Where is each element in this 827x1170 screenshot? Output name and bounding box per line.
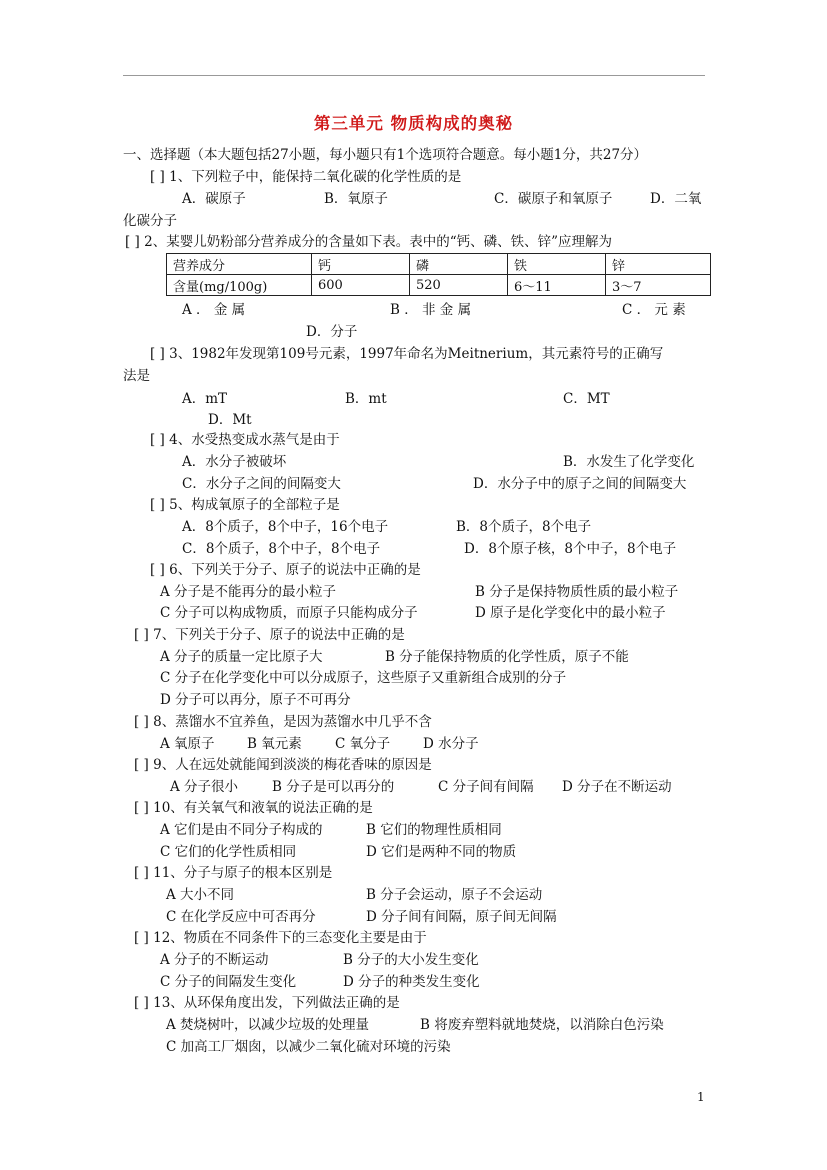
q3-option-b: B．mt xyxy=(345,391,387,407)
q7-option-a: A 分子的质量一定比原子大 xyxy=(160,649,323,665)
q10-option-c: C 它们的化学性质相同 xyxy=(160,844,297,860)
question-13-stem: [ ] 13、从环保角度出发，下列做法正确的是 xyxy=(134,995,400,1011)
q1-option-d: D．二氧 xyxy=(650,191,702,207)
q1-option-c: C．碳原子和氧原子 xyxy=(494,191,613,207)
question-12-stem: [ ] 12、物质在不同条件下的三态变化主要是由于 xyxy=(134,930,427,946)
nutrition-table xyxy=(166,253,711,296)
q6-option-a: A 分子是不能再分的最小粒子 xyxy=(160,584,337,600)
q1-option-a: A．碳原子 xyxy=(182,191,246,207)
table-cell: 磷 xyxy=(410,254,508,275)
q7-option-b: B 分子能保持物质的化学性质，原子不能 xyxy=(385,649,629,665)
q10-option-d: D 它们是两种不同的物质 xyxy=(366,844,517,860)
table-row xyxy=(167,254,711,275)
q3-option-c: C．MT xyxy=(563,391,610,407)
q13-option-b: B 将废弃塑料就地焚烧，以消除白色污染 xyxy=(420,1017,664,1033)
q10-option-a: A 它们是由不同分子构成的 xyxy=(160,822,323,838)
page-number: 1 xyxy=(697,1090,705,1104)
q8-option-c: C 氧分子 xyxy=(335,736,391,752)
q11-option-d: D 分子间有间隔，原子间无间隔 xyxy=(366,909,557,925)
q12-option-a: A 分子的不断运动 xyxy=(160,952,269,968)
question-10-stem: [ ] 10、有关氧气和液氧的说法正确的是 xyxy=(134,800,373,816)
question-5-stem: [ ] 5、构成氧原子的全部粒子是 xyxy=(150,497,340,513)
question-4-stem: [ ] 4、水受热变成水蒸气是由于 xyxy=(150,432,340,448)
question-8-stem: [ ] 8、蒸馏水不宜养鱼，是因为蒸馏水中几乎不含 xyxy=(134,714,432,730)
q13-option-a: A 焚烧树叶，以减少垃圾的处理量 xyxy=(166,1017,370,1033)
q7-option-d: D 分子可以再分，原子不可再分 xyxy=(160,692,351,708)
q9-option-c: C 分子间有间隔 xyxy=(438,779,534,795)
q6-option-b: B 分子是保持物质性质的最小粒子 xyxy=(475,584,679,600)
q5-option-d: D．8个原子核，8个中子，8个电子 xyxy=(464,541,677,557)
q9-option-b: B 分子是可以再分的 xyxy=(272,779,395,795)
table-cell: 6～11 xyxy=(508,275,606,296)
q13-option-c: C 加高工厂烟囱，以减少二氧化硫对环境的污染 xyxy=(166,1039,451,1055)
question-7-stem: [ ] 7、下列关于分子、原子的说法中正确的是 xyxy=(134,627,405,643)
q3-option-d: D．Mt xyxy=(208,412,252,428)
question-9-stem: [ ] 9、人在远处就能闻到淡淡的梅花香味的原因是 xyxy=(134,757,432,773)
q11-option-c: C 在化学反应中可否再分 xyxy=(166,909,316,925)
q6-option-c: C 分子可以构成物质，而原子只能构成分子 xyxy=(160,605,418,621)
q12-option-d: D 分子的种类发生变化 xyxy=(343,974,480,990)
header-rule xyxy=(123,75,705,76)
table-cell: 520 xyxy=(410,275,508,296)
table-row xyxy=(167,275,711,296)
question-6-stem: [ ] 6、下列关于分子、原子的说法中正确的是 xyxy=(150,562,421,578)
q5-option-b: B．8个质子，8个电子 xyxy=(456,519,592,535)
table-cell: 钙 xyxy=(312,254,410,275)
question-1-stem: [ ] 1、下列粒子中，能保持二氧化碳的化学性质的是 xyxy=(150,169,462,185)
q11-option-b: B 分子会运动，原子不会运动 xyxy=(366,887,543,903)
q9-option-a: A 分子很小 xyxy=(170,779,239,795)
q1-option-b: B．氧原子 xyxy=(324,191,388,207)
q5-option-a: A．8个质子，8个中子，16个电子 xyxy=(182,519,389,535)
table-cell: 含量(mg/100g) xyxy=(167,275,312,296)
q2-option-d: D．分子 xyxy=(306,324,358,340)
q11-option-a: A 大小不同 xyxy=(166,887,235,903)
q4-option-b: B．水发生了化学变化 xyxy=(563,454,695,470)
question-1-continuation: 化碳分子 xyxy=(123,213,177,229)
section-header: 一、选择题（本大题包括27小题，每小题只有1个选项符合题意。每小题1分，共27分） xyxy=(123,147,648,163)
q2-option-b: B ． 非 金 属 xyxy=(390,302,472,318)
table-cell: 营养成分 xyxy=(167,254,312,275)
q4-option-a: A．水分子被破坏 xyxy=(182,454,287,470)
q2-option-c: C ． 元 素 xyxy=(622,302,686,318)
q12-option-b: B 分子的大小发生变化 xyxy=(343,952,479,968)
page-title: 第三单元 物质构成的奥秘 xyxy=(313,114,514,133)
q6-option-d: D 原子是化学变化中的最小粒子 xyxy=(475,605,666,621)
q12-option-c: C 分子的间隔发生变化 xyxy=(160,974,297,990)
q8-option-d: D 水分子 xyxy=(423,736,479,752)
q8-option-b: B 氧元素 xyxy=(247,736,302,752)
question-3-stem: [ ] 3、1982年发现第109号元素，1997年命名为Meitnerium，其元素符号的正确写 xyxy=(150,346,664,362)
q8-option-a: A 氧原子 xyxy=(160,736,215,752)
q10-option-b: B 它们的物理性质相同 xyxy=(366,822,502,838)
question-2-stem: [ ] 2、某婴儿奶粉部分营养成分的含量如下表。表中的“钙、磷、铁、锌”应理解为 xyxy=(125,234,613,250)
q2-option-a: A ． 金 属 xyxy=(182,302,246,318)
q4-option-d: D．水分子中的原子之间的间隔变大 xyxy=(473,476,687,492)
table-cell: 锌 xyxy=(606,254,711,275)
table-cell: 600 xyxy=(312,275,410,296)
question-3-continuation: 法是 xyxy=(123,368,150,384)
q7-option-c: C 分子在化学变化中可以分成原子，这些原子又重新组合成别的分子 xyxy=(160,670,567,686)
q4-option-c: C．水分子之间的间隔变大 xyxy=(182,476,341,492)
q9-option-d: D 分子在不断运动 xyxy=(562,779,672,795)
table-cell: 3～7 xyxy=(606,275,711,296)
table-cell: 铁 xyxy=(508,254,606,275)
q3-option-a: A．mT xyxy=(182,391,228,407)
question-11-stem: [ ] 11、分子与原子的根本区别是 xyxy=(134,865,333,881)
q5-option-c: C．8个质子，8个中子，8个电子 xyxy=(182,541,381,557)
